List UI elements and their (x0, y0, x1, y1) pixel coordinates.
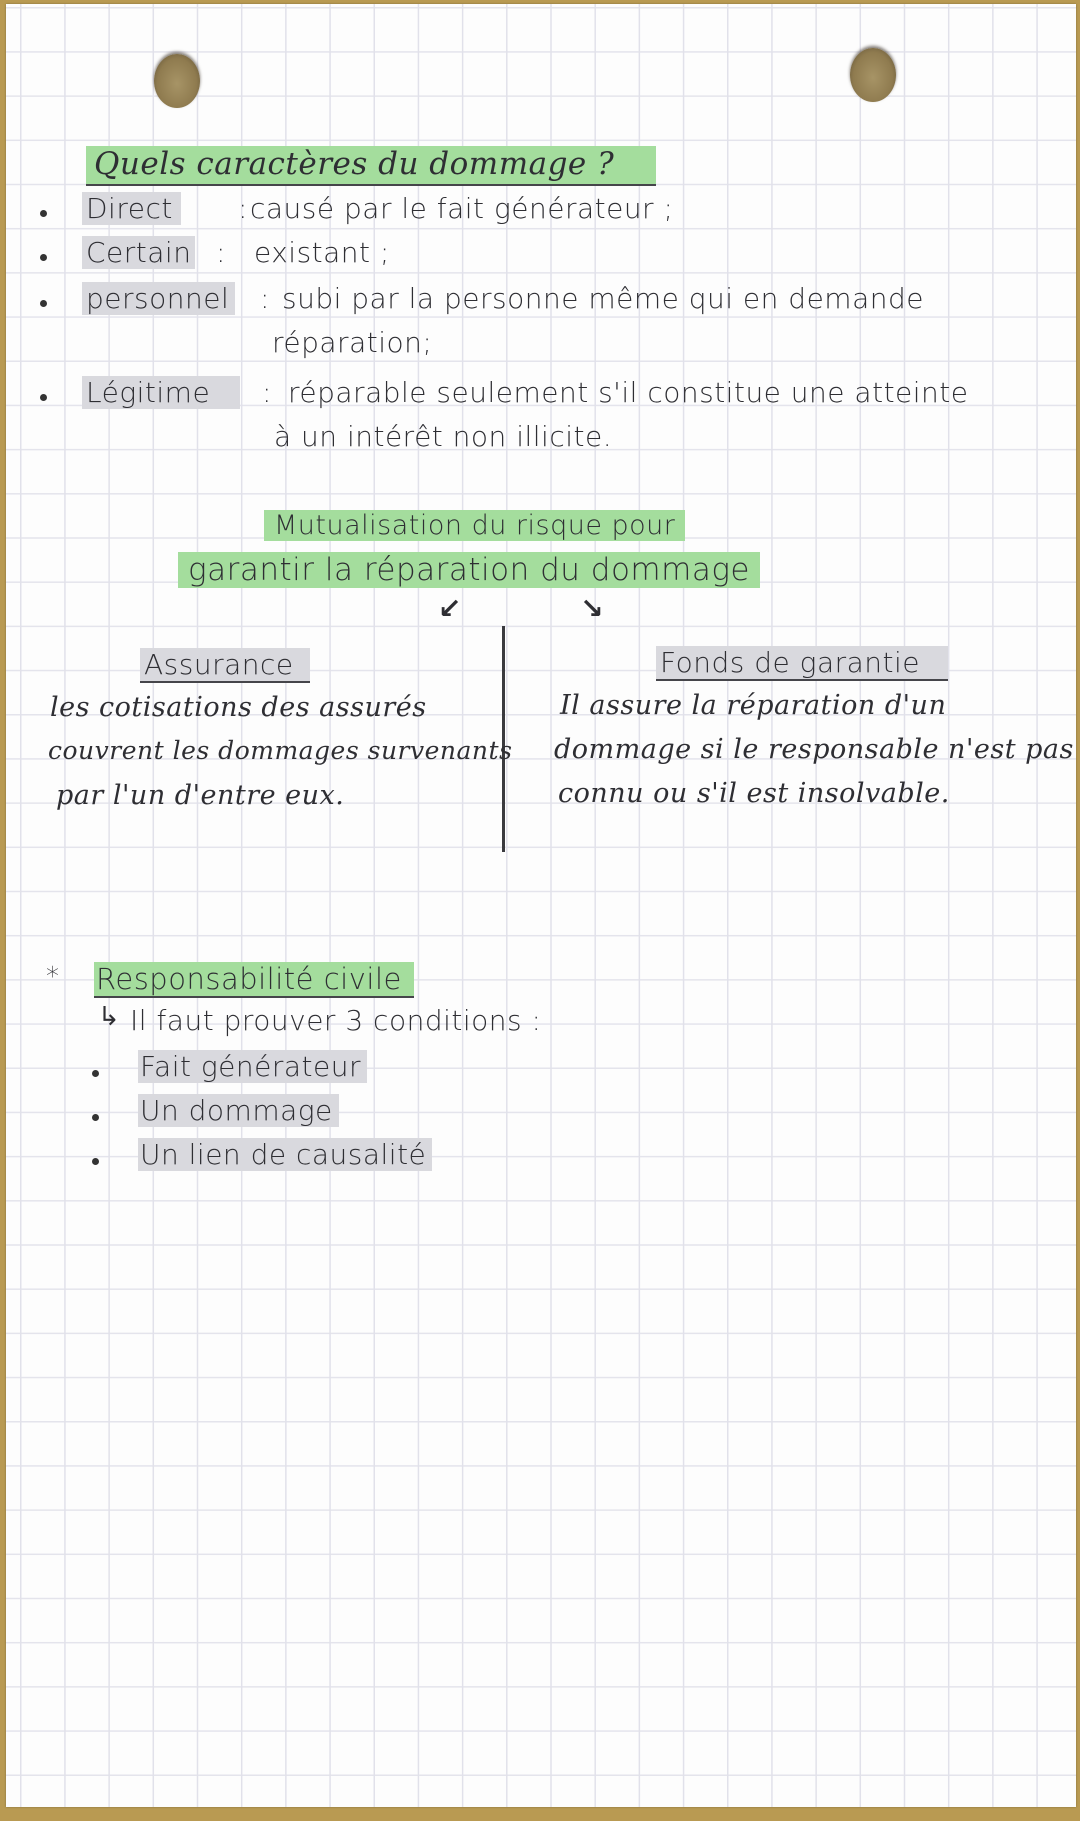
asterisk-marker: * (46, 962, 60, 992)
assurance-line: les cotisations des assurés (50, 692, 427, 723)
bullet (92, 1114, 99, 1121)
term-personnel: personnel (82, 282, 235, 315)
term-certain: Certain (82, 236, 195, 269)
desc-legitime: réparable seulement s'il constitue une atteinte (288, 376, 969, 409)
bullet (40, 394, 47, 401)
assurance-line: par l'un d'entre eux. (56, 780, 345, 811)
fonds-garantie-heading: Fonds de garantie (656, 646, 948, 681)
desc-certain: existant ; (254, 236, 390, 269)
bullet (40, 254, 47, 261)
separator: : (262, 376, 272, 409)
desc-direct: causé par le fait générateur ; (250, 192, 674, 225)
separator: : (260, 282, 270, 315)
desc-legitime-cont: à un intérêt non illicite. (274, 420, 613, 453)
notebook-page (6, 4, 1076, 1807)
bullet (40, 300, 47, 307)
fonds-line: Il assure la réparation d'un (560, 690, 947, 721)
bullet (40, 210, 47, 217)
separator: : (216, 236, 226, 269)
bullet (92, 1158, 99, 1165)
bullet (92, 1070, 99, 1077)
assurance-heading: Assurance (140, 648, 310, 683)
condition-item: Fait générateur (138, 1050, 367, 1083)
fonds-line: connu ou s'il est insolvable. (558, 778, 950, 809)
mutualisation-title-line2: garantir la réparation du dommage (178, 552, 760, 588)
fonds-line: dommage si le responsable n'est pas (554, 734, 1074, 765)
assurance-line: couvrent les dommages survenants (48, 736, 513, 765)
conditions-intro: Il faut prouver 3 conditions : (130, 1004, 542, 1037)
punch-hole-right (850, 48, 896, 102)
arrow-return-icon: ↳ (98, 1002, 121, 1032)
mutualisation-title-line1: Mutualisation du risque pour (264, 510, 685, 541)
responsabilite-civile-title: Responsabilité civile (94, 962, 414, 998)
term-direct: Direct (82, 192, 181, 225)
desc-personnel: subi par la personne même qui en demande (282, 282, 924, 315)
separator: : (238, 192, 248, 225)
punch-hole-left (154, 54, 200, 108)
condition-item: Un lien de causalité (138, 1138, 432, 1171)
section-title-caracteres: Quels caractères du dommage ? (86, 146, 656, 186)
term-legitime: Légitime (82, 376, 240, 409)
desc-personnel-cont: réparation; (272, 326, 433, 359)
condition-item: Un dommage (138, 1094, 339, 1127)
arrow-down-right-icon: ↘ (580, 592, 604, 625)
arrow-down-left-icon: ↙ (438, 592, 462, 625)
